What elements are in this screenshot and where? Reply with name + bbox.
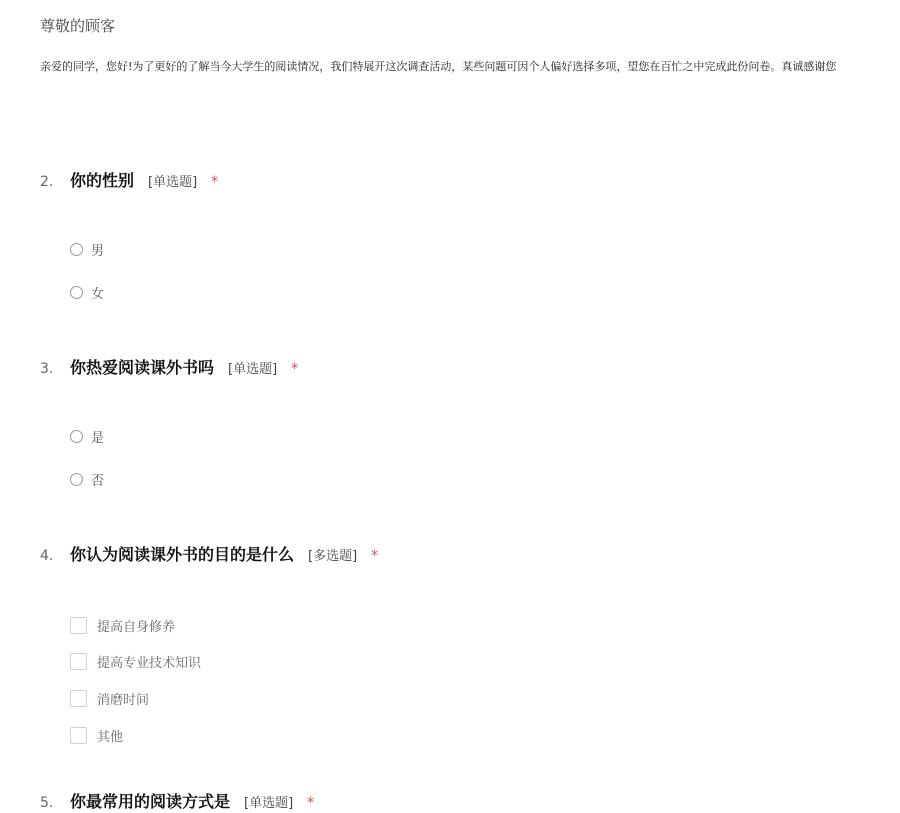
question-love-reading bbox=[40, 355, 900, 489]
question-number: 3. bbox=[40, 361, 54, 377]
radio-circle-icon[interactable] bbox=[70, 286, 83, 299]
radio-option-male[interactable] bbox=[70, 238, 104, 260]
checkbox-option-professional-knowledge[interactable] bbox=[70, 650, 201, 672]
checkbox-icon[interactable] bbox=[70, 690, 87, 707]
radio-option-no[interactable] bbox=[70, 468, 104, 490]
question-header bbox=[40, 542, 900, 566]
option-label: 是 bbox=[91, 430, 105, 446]
radio-circle-icon[interactable] bbox=[70, 243, 83, 256]
checkbox-option-pass-time[interactable] bbox=[70, 687, 149, 709]
question-header bbox=[40, 789, 900, 813]
checkbox-option-other[interactable] bbox=[70, 724, 123, 746]
checkbox-icon[interactable] bbox=[70, 617, 87, 634]
option-label: 提高自身修养 bbox=[97, 619, 176, 635]
checkbox-option-self-cultivation[interactable] bbox=[70, 614, 175, 636]
question-title: 你热爱阅读课外书吗 bbox=[70, 358, 215, 377]
question-title: 你认为阅读课外书的目的是什么 bbox=[70, 545, 295, 564]
checkbox-icon[interactable] bbox=[70, 727, 87, 744]
radio-circle-icon[interactable] bbox=[70, 430, 83, 443]
question-gender bbox=[40, 168, 900, 302]
question-number: 2. bbox=[40, 174, 54, 190]
question-header bbox=[40, 355, 900, 379]
question-reading-method bbox=[40, 789, 900, 813]
question-number: 5. bbox=[40, 795, 54, 811]
required-marker: * bbox=[307, 795, 315, 811]
question-type: [单选题] bbox=[228, 362, 278, 377]
option-label: 其他 bbox=[97, 729, 124, 745]
checkbox-icon[interactable] bbox=[70, 653, 87, 670]
question-title: 你最常用的阅读方式是 bbox=[70, 792, 231, 811]
radio-circle-icon[interactable] bbox=[70, 473, 83, 486]
required-marker: * bbox=[371, 548, 379, 564]
survey-intro: 亲爱的同学，您好!为了更好的了解当今大学生的阅读情况，我们特展开这次调查活动，某些问题可因个人偏好选择多项，望您在百忙之中完成此份问卷。真诚感谢您 bbox=[40, 60, 837, 73]
radio-option-yes[interactable] bbox=[70, 425, 104, 447]
option-label: 女 bbox=[91, 286, 105, 302]
required-marker: * bbox=[291, 361, 299, 377]
radio-option-female[interactable] bbox=[70, 281, 104, 303]
option-label: 提高专业技术知识 bbox=[97, 655, 202, 671]
option-label: 否 bbox=[91, 473, 105, 489]
question-reading-purpose bbox=[40, 542, 900, 745]
option-label: 消磨时间 bbox=[97, 692, 150, 708]
question-type: [多选题] bbox=[308, 549, 358, 564]
question-header bbox=[40, 168, 900, 192]
question-title: 你的性别 bbox=[70, 171, 135, 190]
question-type: [单选题] bbox=[244, 796, 294, 811]
required-marker: * bbox=[211, 174, 219, 190]
question-number: 4. bbox=[40, 548, 54, 564]
survey-greeting: 尊敬的顾客 bbox=[40, 17, 116, 35]
option-label: 男 bbox=[91, 243, 105, 259]
question-type: [单选题] bbox=[148, 175, 198, 190]
